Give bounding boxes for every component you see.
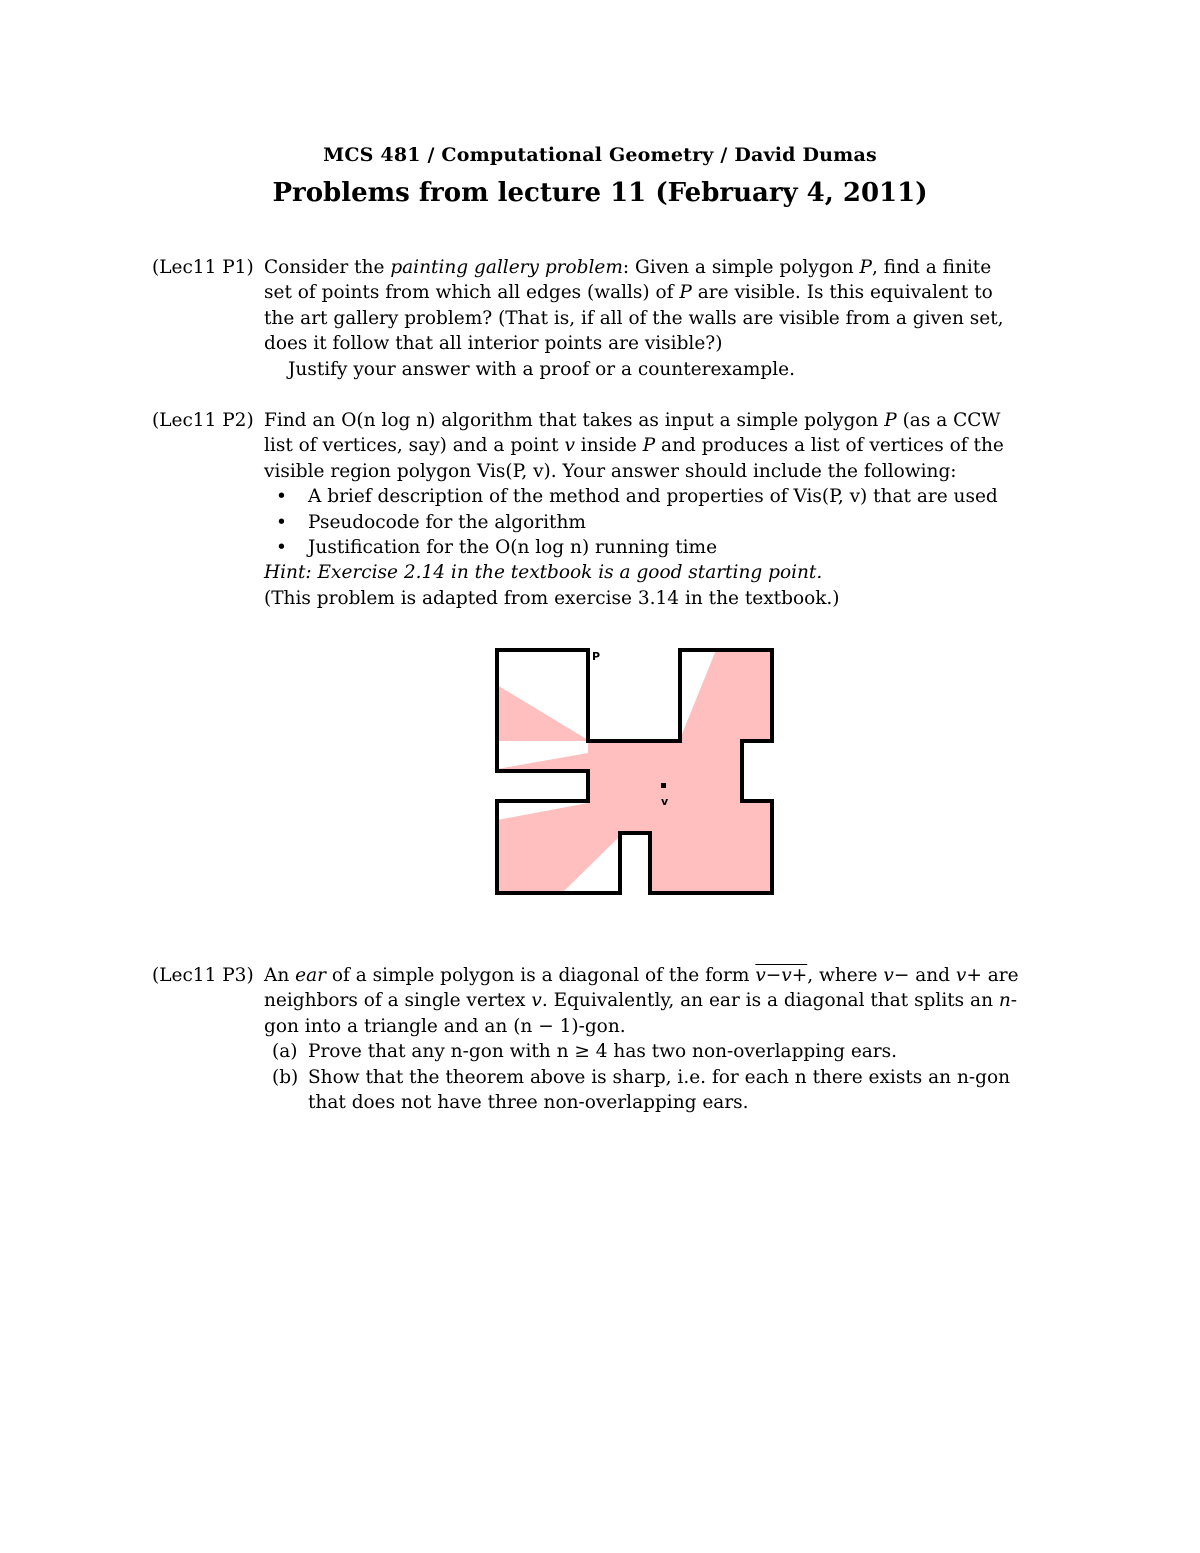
problem-3-part-b bbox=[264, 1065, 1022, 1116]
point-v-marker bbox=[661, 783, 666, 788]
n-symbol: n bbox=[998, 990, 1011, 1012]
diagonal-expression: v−v+ bbox=[755, 965, 808, 986]
problem-1-term: painting gallery problem bbox=[390, 257, 623, 278]
problem-2-text: inside bbox=[574, 435, 643, 457]
n-minus-one-expression: (n − 1) bbox=[513, 1015, 579, 1037]
problem-1-justify: Justify your answer with a proof or a counterexample. bbox=[288, 358, 795, 380]
problem-2-text: Find an bbox=[264, 410, 342, 431]
problem-3-term: ear bbox=[295, 965, 326, 986]
problem-2-text: algorithm that takes as input a simple polygon bbox=[435, 410, 885, 431]
problem-3-text: An bbox=[264, 965, 296, 986]
polygon-symbol: P bbox=[859, 257, 872, 278]
vertex-plus-symbol: v+ bbox=[955, 965, 982, 986]
problem-3-text: of a simple polygon is a diagonal of the form bbox=[325, 965, 756, 986]
part-text: Prove that any n-gon with n ≥ 4 has two non-overlapping ears. bbox=[308, 1041, 898, 1063]
course-line: MCS 481 / Computational Geometry / David Dumas bbox=[323, 144, 877, 166]
vertex-minus-symbol: v− bbox=[883, 965, 910, 986]
problem-1-text: : Given a simple polygon bbox=[622, 257, 860, 278]
problem-2-text: and produces a list of vertices of the visible region polygon bbox=[264, 435, 1004, 482]
problem-1-label: (Lec11 P1) bbox=[152, 257, 254, 278]
visibility-figure bbox=[490, 643, 780, 903]
problem-1-text: are visible. Is this equivalent to the art gallery problem? (That is, if all of the walls are visible from a given set, does it follow that all interior points are visible?) bbox=[264, 282, 1004, 355]
bullet-icon: • bbox=[276, 486, 287, 508]
problem-2-body bbox=[264, 408, 1022, 611]
page-title: Problems from lecture 11 (February 4, 2011) bbox=[272, 178, 928, 208]
complexity-expression: O(n log n) bbox=[341, 410, 436, 431]
polygon-symbol: P bbox=[884, 410, 897, 431]
problem-3-text: -gon into a triangle and an bbox=[264, 990, 1018, 1037]
polygon-label: P bbox=[592, 650, 601, 663]
problem-3-part-a bbox=[264, 1039, 1022, 1064]
problem-3-text: . Equivalently, an ear is a diagonal that splits an bbox=[541, 990, 999, 1012]
bullet-item bbox=[264, 535, 1022, 560]
part-label: (a) bbox=[272, 1041, 298, 1063]
bullet-item bbox=[264, 510, 1022, 535]
polygon-symbol: P bbox=[642, 435, 656, 457]
vertex-symbol: v bbox=[531, 990, 542, 1012]
hint-text: Hint: Exercise 2.14 in the textbook is a good starting point. bbox=[264, 562, 823, 584]
problem-3-text: -gon. bbox=[578, 1015, 626, 1037]
part-text: Show that the theorem above is sharp, i.e. for each n there exists an n-gon that does not have three non-overlapping ears. bbox=[308, 1066, 1011, 1114]
problem-3-text: are neighbors of a single vertex bbox=[264, 965, 1019, 1012]
problem-2-text: . Your answer should include the following: bbox=[550, 460, 957, 482]
bullet-icon: • bbox=[276, 511, 287, 533]
problem-2-text: (as a CCW list of vertices, say) and a point bbox=[264, 410, 1001, 457]
problem-2-hint bbox=[264, 560, 1022, 585]
point-symbol: v bbox=[564, 435, 575, 457]
bullet-text: Pseudocode for the algorithm bbox=[308, 511, 586, 533]
problem-3 bbox=[152, 963, 1022, 1115]
problem-1 bbox=[152, 255, 1022, 382]
problem-2-bullet-list bbox=[264, 484, 1022, 560]
bullet-item bbox=[264, 484, 1022, 509]
vis-expression: Vis(P, v) bbox=[476, 460, 551, 482]
bullet-text: Justification for the O(n log n) running time bbox=[308, 537, 718, 559]
problem-2 bbox=[152, 408, 1022, 611]
problem-2-label: (Lec11 P2) bbox=[152, 410, 254, 431]
problem-1-text: , find a finite set of points from which all edges (walls) of bbox=[264, 257, 992, 304]
point-label: v bbox=[661, 795, 669, 808]
bullet-icon: • bbox=[276, 537, 287, 559]
part-label: (b) bbox=[272, 1066, 299, 1088]
problem-2-note: (This problem is adapted from exercise 3.14 in the textbook.) bbox=[264, 587, 840, 609]
problem-3-text: , where bbox=[807, 965, 884, 986]
problem-1-body bbox=[264, 255, 1022, 382]
bullet-text: A brief description of the method and properties of Vis(P, v) that are used bbox=[308, 486, 998, 508]
problem-3-text: and bbox=[909, 965, 956, 986]
problem-3-label: (Lec11 P3) bbox=[152, 965, 254, 986]
problem-3-body bbox=[264, 963, 1022, 1115]
problem-1-text: Consider the bbox=[264, 257, 391, 278]
polygon-symbol: P bbox=[679, 282, 692, 304]
